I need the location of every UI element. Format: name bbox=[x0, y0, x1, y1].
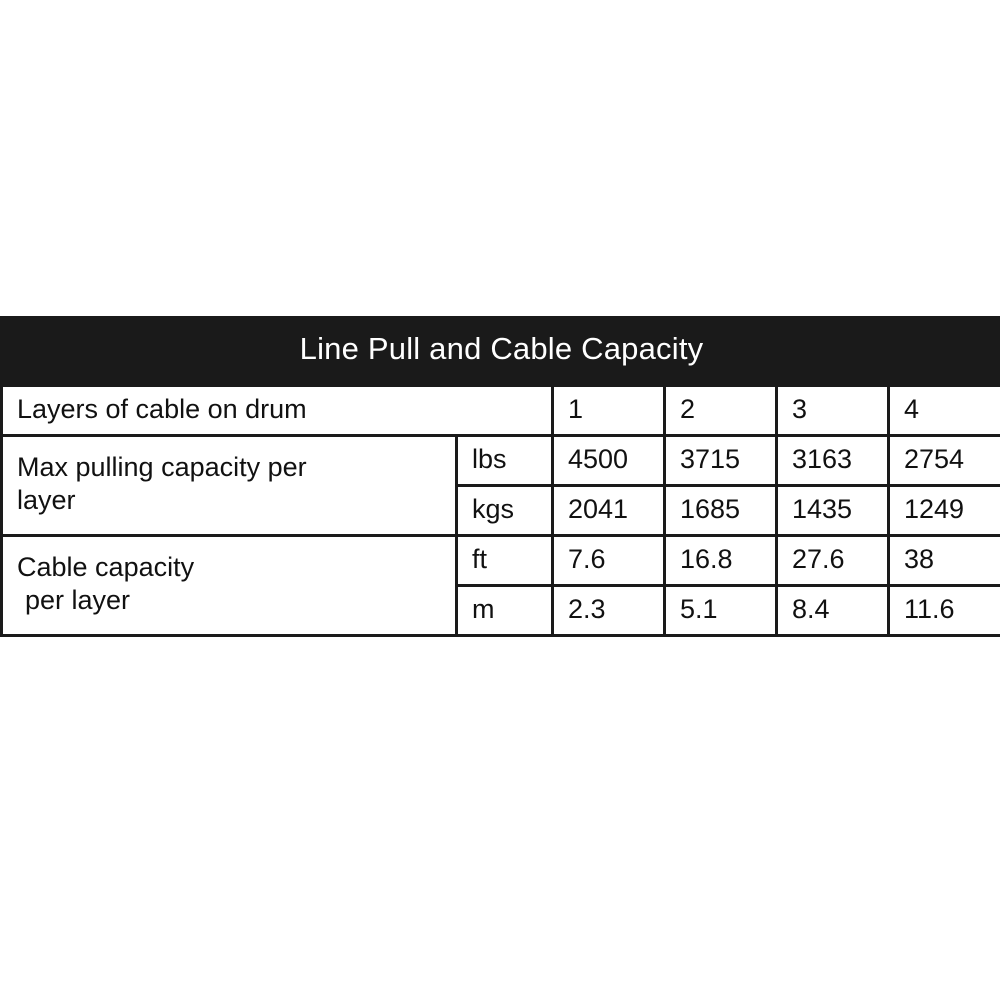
row-label-max-pulling-capacity bbox=[2, 435, 457, 535]
table-header-row bbox=[2, 385, 1000, 435]
value-cable-capacity-m-layer-2: 5.1 bbox=[665, 585, 777, 635]
unit-cable-capacity-m: m bbox=[457, 585, 553, 635]
line-pull-table-container bbox=[0, 316, 1000, 637]
value-cable-capacity-ft-layer-3: 27.6 bbox=[777, 535, 889, 585]
value-cable-capacity-m-layer-3: 8.4 bbox=[777, 585, 889, 635]
value-cable-capacity-m-layer-1: 2.3 bbox=[553, 585, 665, 635]
unit-max-pulling-kgs: kgs bbox=[457, 485, 553, 535]
header-layer-2: 2 bbox=[665, 385, 777, 435]
value-cable-capacity-ft-layer-2: 16.8 bbox=[665, 535, 777, 585]
value-max-pulling-kgs-layer-4: 1249 bbox=[889, 485, 1000, 535]
unit-max-pulling-lbs: lbs bbox=[457, 435, 553, 485]
table-title: Line Pull and Cable Capacity bbox=[2, 316, 1000, 385]
value-max-pulling-lbs-layer-1: 4500 bbox=[553, 435, 665, 485]
row-label-cable-capacity bbox=[2, 535, 457, 635]
header-layer-4: 4 bbox=[889, 385, 1000, 435]
row-label-line-2: layer bbox=[17, 485, 76, 516]
row-label-line-1: Max pulling capacity per bbox=[17, 452, 307, 483]
value-max-pulling-kgs-layer-1: 2041 bbox=[553, 485, 665, 535]
value-max-pulling-kgs-layer-3: 1435 bbox=[777, 485, 889, 535]
value-cable-capacity-ft-layer-4: 38 bbox=[889, 535, 1000, 585]
value-cable-capacity-m-layer-4: 11.6 bbox=[889, 585, 1000, 635]
value-max-pulling-kgs-layer-2: 1685 bbox=[665, 485, 777, 535]
value-cable-capacity-ft-layer-1: 7.6 bbox=[553, 535, 665, 585]
table-row bbox=[2, 435, 1000, 485]
table-title-row bbox=[2, 316, 1000, 385]
value-max-pulling-lbs-layer-3: 3163 bbox=[777, 435, 889, 485]
row-label-line-2: per layer bbox=[25, 585, 131, 616]
table-row bbox=[2, 535, 1000, 585]
line-pull-and-cable-capacity-table bbox=[0, 316, 1000, 637]
header-layer-1: 1 bbox=[553, 385, 665, 435]
value-max-pulling-lbs-layer-4: 2754 bbox=[889, 435, 1000, 485]
unit-cable-capacity-ft: ft bbox=[457, 535, 553, 585]
header-layers-of-cable-on-drum: Layers of cable on drum bbox=[2, 385, 553, 435]
row-label-line-1: Cable capacity bbox=[17, 552, 195, 583]
value-max-pulling-lbs-layer-2: 3715 bbox=[665, 435, 777, 485]
header-layer-3: 3 bbox=[777, 385, 889, 435]
